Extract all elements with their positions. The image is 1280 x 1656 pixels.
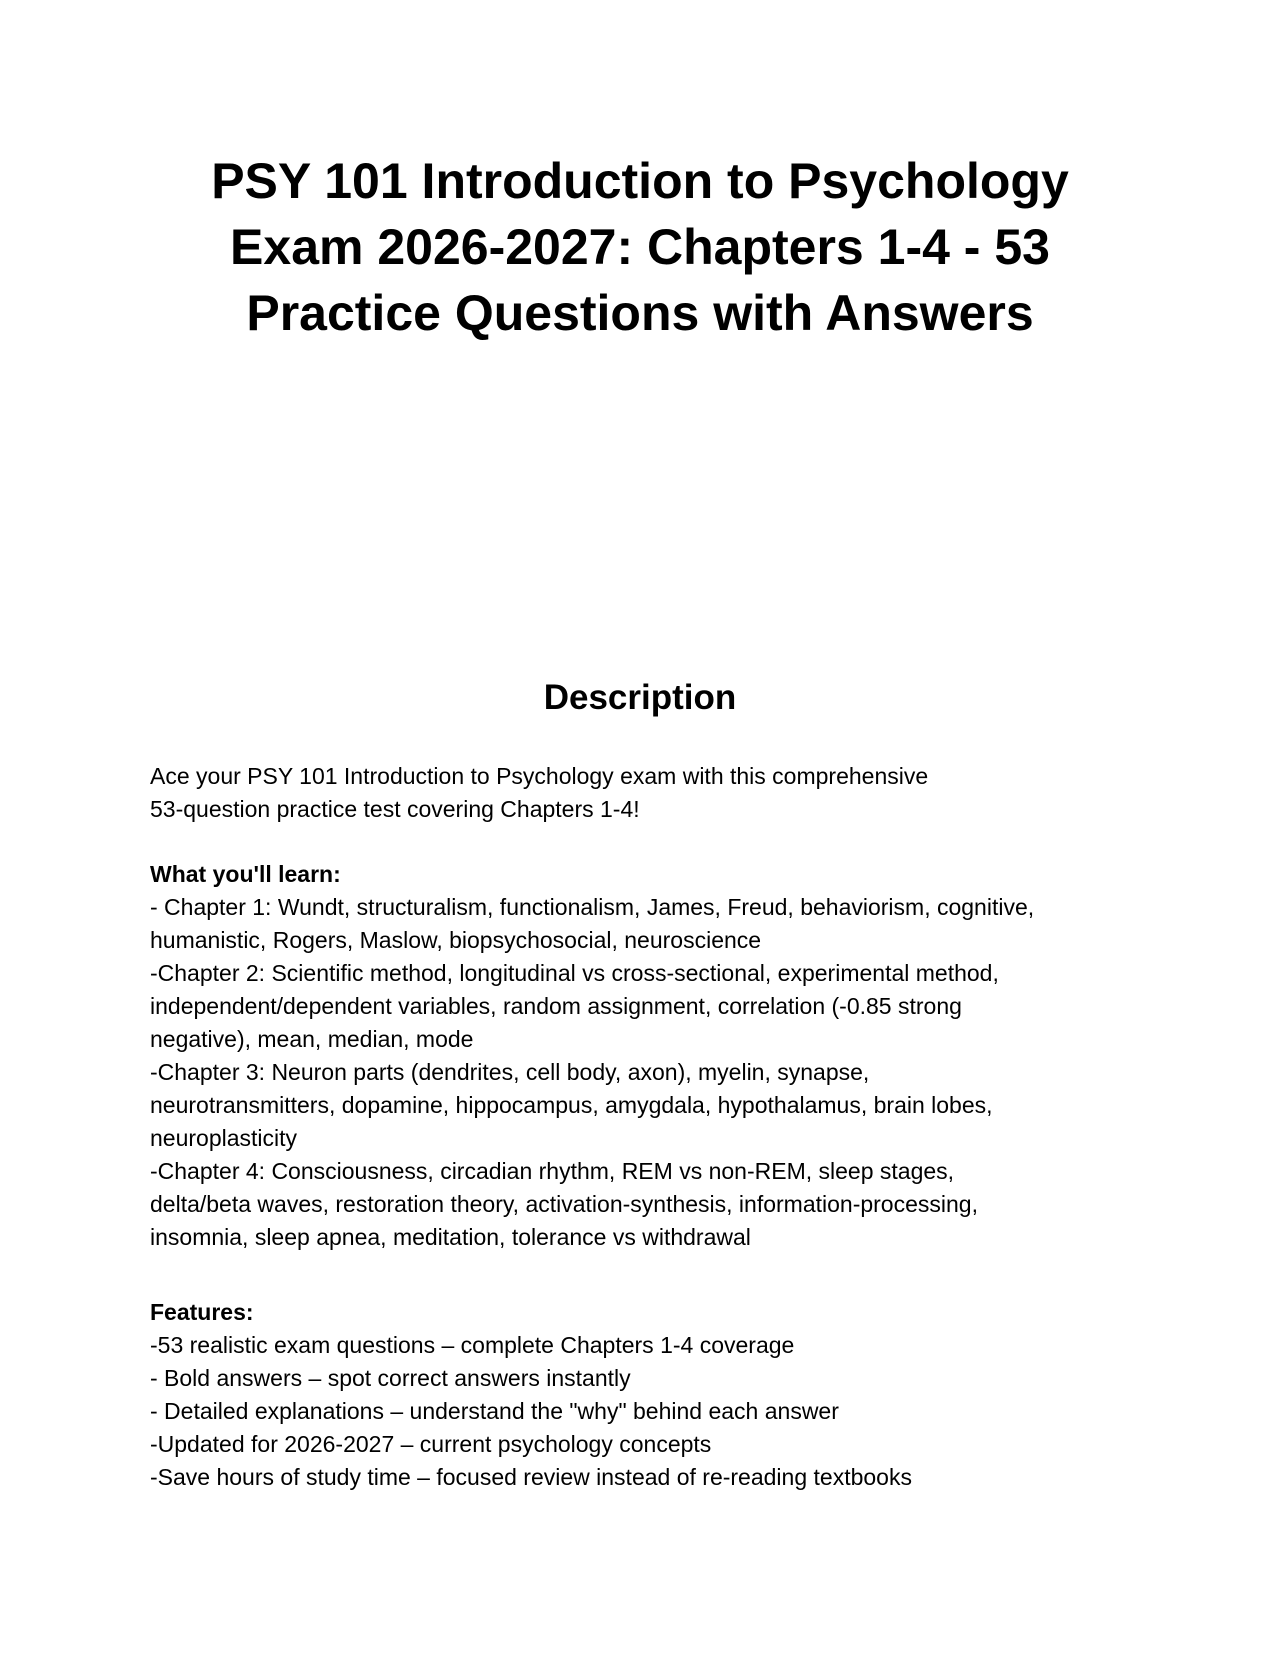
learn-line: insomnia, sleep apnea, meditation, tolerance vs withdrawal (150, 1224, 751, 1250)
learn-line: -Chapter 4: Consciousness, circadian rhythm, REM vs non-REM, sleep stages, (150, 1158, 955, 1184)
title-line: PSY 101 Introduction to Psychology (211, 153, 1069, 209)
intro-line: 53-question practice test covering Chapters 1-4! (150, 796, 640, 822)
description-heading: Description (543, 678, 737, 717)
document-title (150, 148, 1130, 346)
features-section (150, 1296, 1150, 1494)
learn-section (150, 858, 1150, 1254)
feature-line: - Bold answers – spot correct answers instantly (150, 1365, 631, 1391)
learn-line: humanistic, Rogers, Maslow, biopsychosocial, neuroscience (150, 927, 762, 953)
learn-line: neuroplasticity (150, 1125, 298, 1151)
learn-line: delta/beta waves, restoration theory, activation-synthesis, information-processing, (150, 1191, 978, 1217)
learn-line: -Chapter 2: Scientific method, longitudinal vs cross-sectional, experimental method, (150, 960, 999, 986)
learn-line: neurotransmitters, dopamine, hippocampus, amygdala, hypothalamus, brain lobes, (150, 1092, 993, 1118)
title-line: Practice Questions with Answers (246, 285, 1034, 341)
feature-line: -53 realistic exam questions – complete Chapters 1-4 coverage (150, 1332, 795, 1358)
feature-line: - Detailed explanations – understand the "why" behind each answer (150, 1398, 839, 1424)
learn-heading: What you'll learn: (150, 861, 341, 887)
learn-line: -Chapter 3: Neuron parts (dendrites, cell body, axon), myelin, synapse, (150, 1059, 870, 1085)
title-line: Exam 2026-2027: Chapters 1-4 - 53 (230, 219, 1050, 275)
learn-line: negative), mean, median, mode (150, 1026, 474, 1052)
intro-paragraph (150, 760, 1150, 826)
learn-line: - Chapter 1: Wundt, structuralism, functionalism, James, Freud, behaviorism, cognitive, (150, 894, 1035, 920)
feature-line: -Save hours of study time – focused review instead of re-reading textbooks (150, 1464, 912, 1490)
intro-line: Ace your PSY 101 Introduction to Psychology exam with this comprehensive (150, 763, 929, 789)
features-heading: Features: (150, 1299, 254, 1325)
learn-line: independent/dependent variables, random assignment, correlation (-0.85 strong (150, 993, 962, 1019)
feature-line: -Updated for 2026-2027 – current psychology concepts (150, 1431, 712, 1457)
